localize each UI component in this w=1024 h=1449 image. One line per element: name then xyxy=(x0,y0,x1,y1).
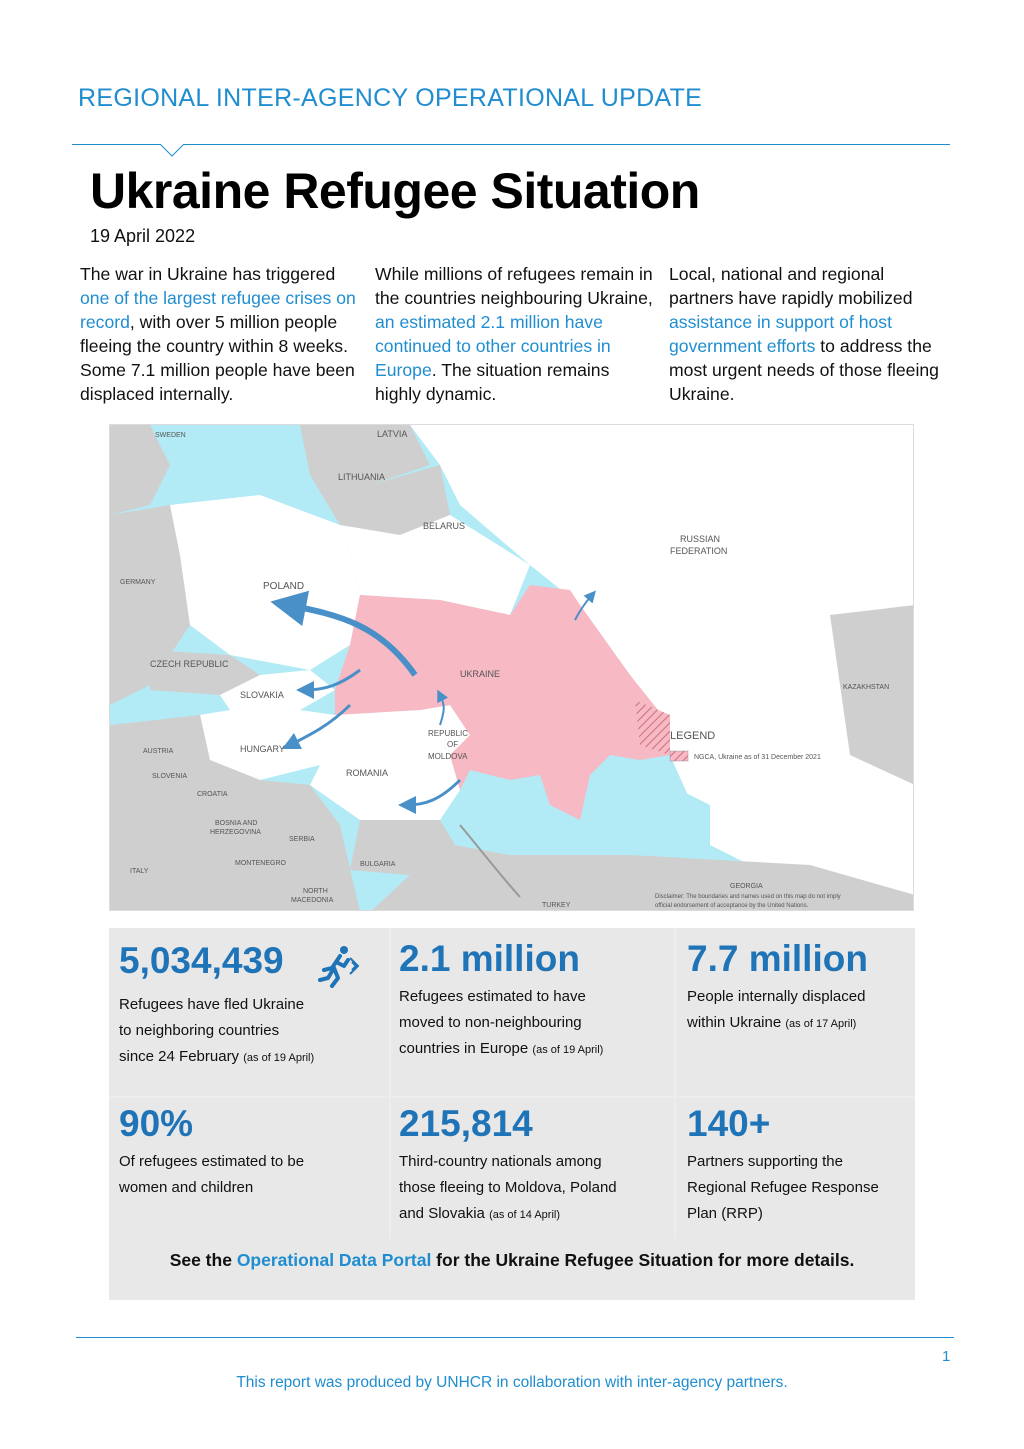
stat-value: 5,034,439 xyxy=(119,940,284,981)
stats-row-divider xyxy=(109,1096,915,1098)
stat-line xyxy=(687,1010,907,1037)
map-label: ITALY xyxy=(130,868,149,875)
page-number: 1 xyxy=(942,1348,951,1365)
stat-line: Refugees estimated to have xyxy=(399,988,586,1005)
key-figures-panel xyxy=(109,928,915,1300)
data-portal-line xyxy=(109,1250,915,1271)
stat-line xyxy=(399,1201,669,1228)
intro-text: While millions of refugees remain in the countries neighbouring Ukraine, xyxy=(375,264,653,308)
footer-divider xyxy=(76,1337,954,1338)
map-label: REPUBLIC xyxy=(428,729,469,738)
running-person-icon xyxy=(314,944,362,988)
stat-line xyxy=(399,1036,669,1063)
map-disclaimer: official endorsement of acceptance by the United Nations. xyxy=(655,903,809,909)
map-label: LITHUANIA xyxy=(338,472,386,482)
stat-value: 7.7 million xyxy=(687,938,868,979)
map-label: GEORGIA xyxy=(730,883,763,890)
map-label: TURKEY xyxy=(542,902,571,909)
intro-column-1 xyxy=(80,262,365,406)
intro-text: The war in Ukraine has triggered xyxy=(80,264,336,284)
stat-value: 90% xyxy=(119,1103,194,1144)
stat-line: Partners supporting the xyxy=(687,1153,843,1170)
intro-link-refugee-crises[interactable]: one of the largest refugee crises on record xyxy=(80,288,356,332)
stat-description xyxy=(119,992,379,1071)
stat-description xyxy=(399,984,669,1063)
map-legend-item: NGCA, Ukraine as of 31 December 2021 xyxy=(694,754,821,761)
map-label: OF xyxy=(447,740,459,749)
intro-column-3 xyxy=(669,262,949,406)
portal-text: for the Ukraine Refugee Situation for more details. xyxy=(431,1250,855,1270)
stat-line-text: since 24 February xyxy=(119,1048,240,1065)
map-label: MONTENEGRO xyxy=(235,860,286,867)
stat-note: (as of 14 April) xyxy=(489,1209,560,1221)
map-label: GERMANY xyxy=(120,579,156,586)
stats-column-divider xyxy=(674,928,676,1238)
stats-column-divider xyxy=(389,928,391,1238)
stat-description xyxy=(119,1149,379,1201)
map-label: BELARUS xyxy=(423,521,466,531)
intro-text: . The situation remains highly dynamic. xyxy=(375,360,610,404)
map-label: HERZEGOVINA xyxy=(210,829,261,836)
report-series-label: REGIONAL INTER-AGENCY OPERATIONAL UPDATE xyxy=(78,84,703,112)
header-notch-decoration xyxy=(160,144,184,158)
stat-line: women and children xyxy=(119,1179,254,1196)
map-label: BOSNIA AND xyxy=(215,820,258,827)
map-label: SWEDEN xyxy=(155,432,186,439)
legend-swatch-ngca xyxy=(670,751,688,761)
stat-line xyxy=(119,1044,379,1071)
map-label: MOLDOVA xyxy=(428,752,468,761)
header-divider xyxy=(72,144,950,145)
stat-description xyxy=(399,1149,669,1228)
map-label: BULGARIA xyxy=(360,861,396,868)
stat-note: (as of 17 April) xyxy=(785,1018,857,1030)
intro-column-2 xyxy=(375,262,660,406)
region-map-svg xyxy=(110,425,914,911)
stat-line: Third-country nationals among xyxy=(399,1153,602,1170)
operational-data-portal-link[interactable]: Operational Data Portal xyxy=(236,1250,432,1270)
stat-value: 2.1 million xyxy=(399,938,580,979)
intro-text: Local, national and regional partners have rapidly mobilized xyxy=(669,264,913,308)
map-label: SLOVENIA xyxy=(152,773,188,780)
stat-partners xyxy=(687,1103,907,1227)
stat-internally-displaced xyxy=(687,938,907,1037)
map-label: CZECH REPUBLIC xyxy=(150,659,229,669)
intro-link-other-countries[interactable]: an estimated 2.1 million have continued to other countries in Europe xyxy=(375,312,611,380)
stat-moved-europe xyxy=(399,938,669,1063)
map-label: HUNGARY xyxy=(240,744,285,754)
stat-line: Plan (RRP) xyxy=(687,1205,763,1222)
map-label: ROMANIA xyxy=(346,768,389,778)
stat-line: moved to non-neighbouring xyxy=(399,1014,582,1031)
map-label: UKRAINE xyxy=(460,669,501,679)
stat-line: to neighboring countries xyxy=(119,1022,280,1039)
map-label: POLAND xyxy=(263,581,305,592)
page-title: Ukraine Refugee Situation xyxy=(90,163,700,219)
stat-line: those fleeing to Moldova, Poland xyxy=(399,1179,617,1196)
map-label: NORTH xyxy=(303,888,328,895)
map-label: SLOVAKIA xyxy=(240,690,284,700)
stat-line: Of refugees estimated to be xyxy=(119,1153,305,1170)
stat-value: 215,814 xyxy=(399,1103,533,1144)
map-label: AUSTRIA xyxy=(143,748,174,755)
intro-link-host-government[interactable]: assistance in support of host government efforts xyxy=(669,312,892,356)
stat-line: Regional Refugee Response xyxy=(687,1179,879,1196)
stat-line: Refugees have fled Ukraine xyxy=(119,996,305,1013)
stat-line-text: countries in Europe xyxy=(399,1040,529,1057)
map-label: FEDERATION xyxy=(670,546,728,556)
stat-third-country-nationals xyxy=(399,1103,669,1228)
portal-text: See the xyxy=(169,1250,237,1270)
intro-text: , with over 5 million people fleeing the country within 8 weeks. Some 7.1 million people have been displaced internally. xyxy=(80,312,355,404)
intro-text: to address the most urgent needs of those fleeing Ukraine. xyxy=(669,336,939,404)
map-label: CROATIA xyxy=(197,791,228,798)
stat-women-children xyxy=(119,1103,379,1201)
stat-note: (as of 19 April) xyxy=(243,1052,315,1064)
stat-line-text: and Slovakia xyxy=(399,1205,485,1222)
region-map xyxy=(109,424,914,911)
stat-description xyxy=(687,1149,907,1227)
map-disclaimer: Disclaimer: The boundaries and names used on this map do not imply xyxy=(655,894,841,900)
report-date: 19 April 2022 xyxy=(90,226,196,246)
stat-line: People internally displaced xyxy=(687,988,866,1005)
stat-line-text: within Ukraine xyxy=(687,1014,782,1031)
footer-credit: This report was produced by UNHCR in collaboration with inter-agency partners. xyxy=(236,1374,788,1391)
map-label: RUSSIAN xyxy=(680,534,721,544)
stat-refugees-fled xyxy=(119,940,379,1071)
map-legend-title: LEGEND xyxy=(670,730,716,742)
map-label: SERBIA xyxy=(289,836,315,843)
map-label: LATVIA xyxy=(377,429,408,439)
stat-value: 140+ xyxy=(687,1103,771,1144)
stat-note: (as of 19 April) xyxy=(532,1044,604,1056)
stat-description xyxy=(687,984,907,1037)
map-label: KAZAKHSTAN xyxy=(843,684,890,691)
map-label: MACEDONIA xyxy=(291,897,334,904)
